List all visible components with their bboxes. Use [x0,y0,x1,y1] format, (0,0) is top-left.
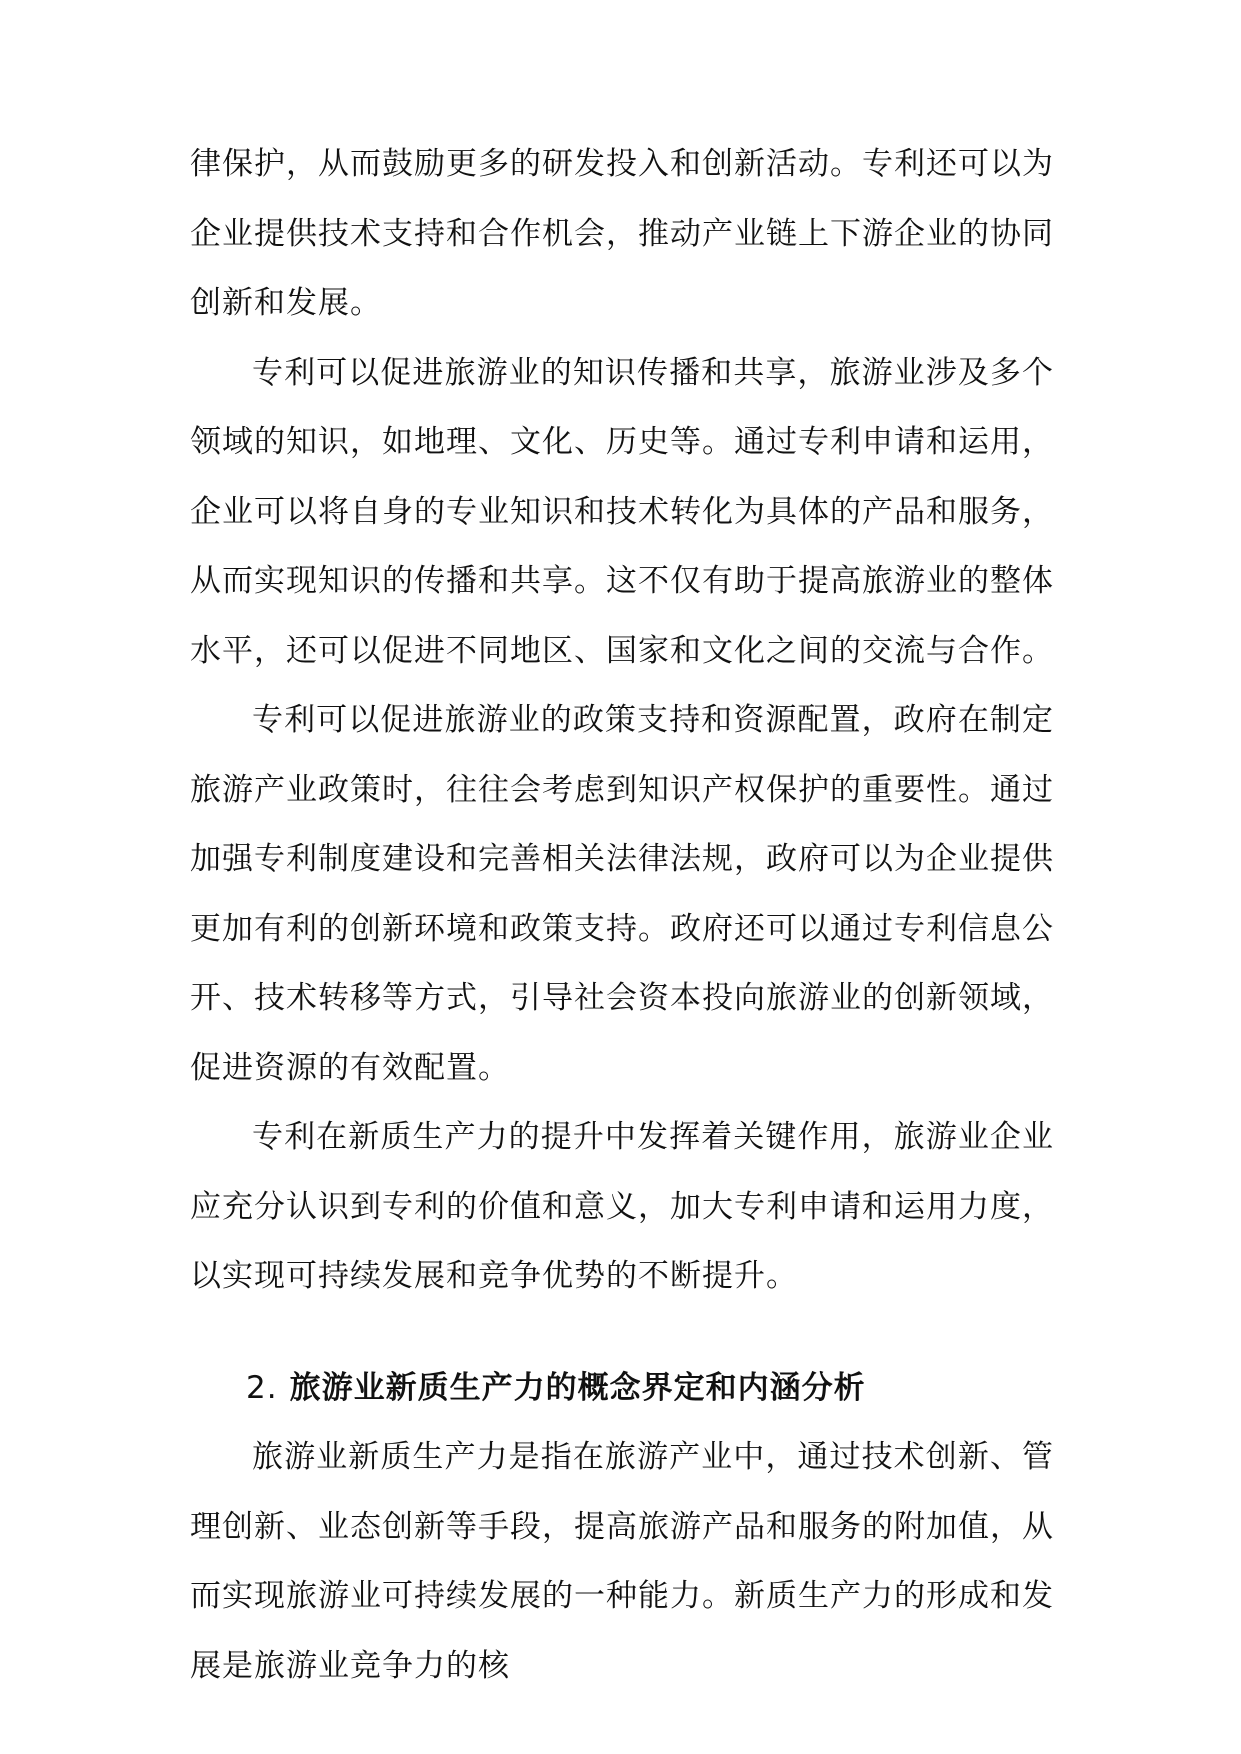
paragraph-1: 律保护，从而鼓励更多的研发投入和创新活动。专利还可以为企业提供技术支持和合作机会，推动产业链上下游企业的协同创新和发展。 [190,146,1054,321]
section-title: 旅游业新质生产力的概念界定和内涵分析 [289,1369,866,1406]
paragraph-3: 专利可以促进旅游业的政策支持和资源配置，政府在制定旅游产业政策时，往往会考虑到知识产权保护的重要性。通过加强专利制度建设和完善相关法律法规，政府可以为企业提供更加有利的创新环境和政策支持。政府还可以通过专利信息公开、技术转移等方式，引导社会资本投向旅游业的创新领域，促进资源的有效配置。 [190,702,1054,1086]
section-heading [190,1354,1054,1424]
document-page [190,130,1054,1701]
section-number: 2. [246,1369,278,1406]
paragraph-4: 专利在新质生产力的提升中发挥着关键作用，旅游业企业应充分认识到专利的价值和意义，加大专利申请和运用力度，以实现可持续发展和竞争优势的不断提升。 [190,1119,1054,1294]
paragraph-2: 专利可以促进旅游业的知识传播和共享，旅游业涉及多个领域的知识，如地理、文化、历史等。通过专利申请和运用，企业可以将自身的专业知识和技术转化为具体的产品和服务，从而实现知识的传播和共享。这不仅有助于提高旅游业的整体水平，还可以促进不同地区、国家和文化之间的交流与合作。 [190,354,1054,669]
paragraph-5: 旅游业新质生产力是指在旅游产业中，通过技术创新、管理创新、业态创新等手段，提高旅游产品和服务的附加值，从而实现旅游业可持续发展的一种能力。新质生产力的形成和发展是旅游业竞争力的核 [190,1439,1054,1684]
